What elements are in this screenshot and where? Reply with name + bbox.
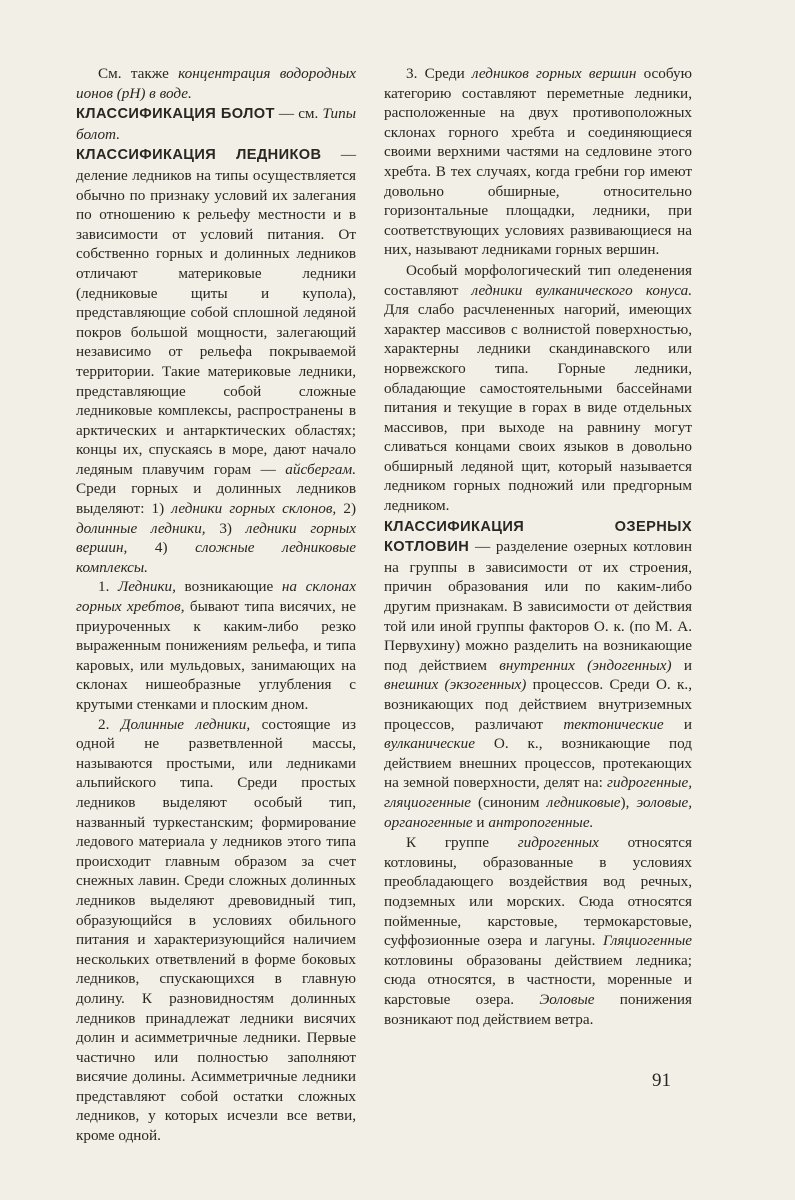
glacier-type-3: ледники горных вершин, (76, 519, 356, 557)
glacier-type-4: сложные ледниковые комплексы. (76, 539, 356, 576)
paragraph-text: относятся котловины, образованные в условиях преобладающего воздействия вод речных, подземных или морских. Сюда относятся пойменные, карстовые, термокарстовые, суффозионные озера и лагуны. (384, 834, 692, 950)
glacier-text-a: — деление ледников на типы осуществляется обычно по признаку условий их залегания по отношению к рельефу местности и в зависимости от условий питания. От собственно горных и долинных ледников отличают материковые ледники (ледниковые щиты и купола), представляющие собой сплошной ледяной покров большой мощности, залегающий независимо от рельефа покрываемой территории. Такие материковые ледники, представляющие собой сложные ледниковые комплексы, распространены в арктических и антарктических областях; концы их, спускаясь в море, дают начало ледяным плавучим горам — (76, 146, 356, 478)
glacier-num-3: 3) (205, 519, 246, 537)
paragraph-text: и (663, 715, 692, 733)
endogenous-term: внутренних (эндогенных) (499, 656, 672, 674)
paragraph-text: возникающие (175, 578, 282, 596)
right-column (384, 64, 692, 1029)
lake-basins-heading: КЛАССИФИКАЦИЯ ОЗЕРНЫХ КОТЛОВИН (384, 518, 692, 556)
glacier-heading: КЛАССИФИКАЦИЯ ЛЕДНИКОВ (76, 147, 322, 164)
paragraph-number: 1. (98, 578, 118, 596)
glacier-type-1: ледники горных склонов, (171, 500, 337, 518)
paragraph-text: и (472, 813, 489, 831)
hydrogenic-group-term: гидрогенных (517, 834, 599, 852)
bog-dash: — см. (274, 105, 323, 123)
glacier-paragraph-2 (76, 715, 356, 1146)
paragraph-text: (синоним (470, 793, 547, 811)
glacier-text-b: Среди горных и долинных ледников выделяют: 1) (76, 480, 356, 518)
bog-entry (76, 104, 356, 144)
glacier-paragraph-3 (384, 64, 692, 260)
hydrogenic-term: гидрогенные, гляциогенные (384, 774, 692, 811)
glacier-type-2: долинные ледники, (76, 519, 206, 537)
mountain-slopes-term: на склонах горных хребтов, (76, 578, 356, 616)
anthropogenic-term: антропогенные. (488, 813, 594, 831)
paragraph-text: особую категорию составляют переметные ледники, расположенные на двух противоположных склонах горного хребта и соединяющиеся своими верхними частями на седловине этого хребта. В тех случаях, когда гребни гор имеют довольно обширные, относительно горизонтальные площадки, ледники, при соответствующих условиях развивающиеся на них, называют ледниками горных вершин. (384, 65, 692, 259)
glacier-entry-intro (76, 145, 356, 577)
glacier-num-2: 2) (336, 500, 357, 518)
bog-heading: КЛАССИФИКАЦИЯ БОЛОТ (76, 106, 275, 123)
glacier-paragraph-1 (76, 577, 356, 714)
glacial-term: ледниковые (546, 793, 621, 811)
page-number: 91 (652, 1070, 671, 1091)
paragraph-text: состоящие из одной не разветвленной массы, называются простыми, или ледниками альпийского типа. Среди простых ледников выделяют особый тип, названный туркестанским; формирование ледового материала у ледников этого типа происходит главным образом за счет снежных лавин. Среди сложных долинных ледников выделяют древовидный тип, образующийся в условиях обильного питания и характеризующийся наличием нескольких ответвлений в форме боковых ледников, спускающихся в главную долину. К разновидностям долинных ледников принадлежат ледники висячих долин и асимметричные ледники. Первые частично или полностью заполняют висячие долины. Асимметричные ледники представляют собой остатки сложных ледников, у которых исчезли все ветви, кроме одной. (76, 715, 356, 1145)
see-also-paragraph (76, 64, 356, 103)
volcanic-cone-term: ледники вулканического конуса. (471, 281, 692, 299)
paragraph-text: ), (620, 793, 637, 811)
paragraph-text: К группе (406, 834, 518, 852)
paragraph-text: бывают типа висячих, не приуроченных к каким-либо резко выраженным понижениям рельефа, и типа каровых, или мульдовых, занимающих на склонах нишеобразные углубления с крутыми стенками и плоским дном. (76, 598, 356, 713)
icebergs-term: айсбергам. (285, 460, 356, 478)
aeolian-group-term: Эоловые (539, 990, 595, 1008)
see-also-reference: концентрация водородных ионов (pH) в воде. (76, 65, 356, 102)
paragraph-text: и (671, 656, 692, 674)
paragraph-text: — разделение озерных котловин на группы в зависимости от их строения, причин образования или по каким-либо другим признакам. В зависимости от действия той или иной группы факторов О. к. (по М. А. Первухину) можно разделить на возникающие под действием (384, 538, 692, 674)
lake-paragraph-2 (384, 833, 692, 1029)
paragraph-text: процессов. Среди О. к., возникающих под действием внутриземных процессов, различают (384, 676, 692, 733)
bog-reference: Типы болот. (76, 105, 356, 143)
glacier-num-4: 4) (127, 539, 196, 557)
left-column (76, 64, 356, 1146)
valley-glaciers-term: Долинные ледники, (120, 715, 251, 733)
paragraph-number: 2. (98, 715, 121, 733)
lake-entry-intro (384, 517, 692, 833)
paragraph-text: 3. Среди (406, 65, 472, 82)
tectonic-term: тектонические (563, 715, 664, 733)
summit-glaciers-term: ледников горных вершин (471, 65, 637, 82)
paragraph-text: Для слабо расчлененных нагорий, имеющих характер массивов с волнистой поверхностью, характерны ледники скандинавского или норвежского типа. Горные ледники, обладающие самостоятельными бассейнами питания и текущие в горах в виде отдельных массивов, при выходе на равнину могут сливаться концами своих языков в довольно обширный ледяной щит, который называется ледником горных подножий или предгорным ледником. (384, 301, 692, 515)
aeolian-term: эоловые, органогенные (384, 793, 693, 831)
see-also-text: См. также (98, 65, 169, 82)
exogenous-term: внешних (экзогенных) (384, 676, 527, 694)
paragraph-text: котловины образованы действием ледника; сюда относятся, в частности, моренные и карстовые озера. (384, 951, 692, 1008)
glacier-paragraph-4 (384, 261, 692, 516)
paragraph-text: О. к., возникающие под действием внешних процессов, протекающих на земной поверхности, делят на: (384, 735, 692, 792)
paragraph-text: понижения возникают под действием ветра. (384, 990, 692, 1028)
volcanic-term: вулканические (384, 735, 475, 753)
glaciogenic-term: Гляциогенные (602, 932, 692, 950)
paragraph-text: Особый морфологический тип оледенения составляют (384, 261, 692, 299)
slope-glaciers-term: Ледники, (117, 578, 176, 596)
